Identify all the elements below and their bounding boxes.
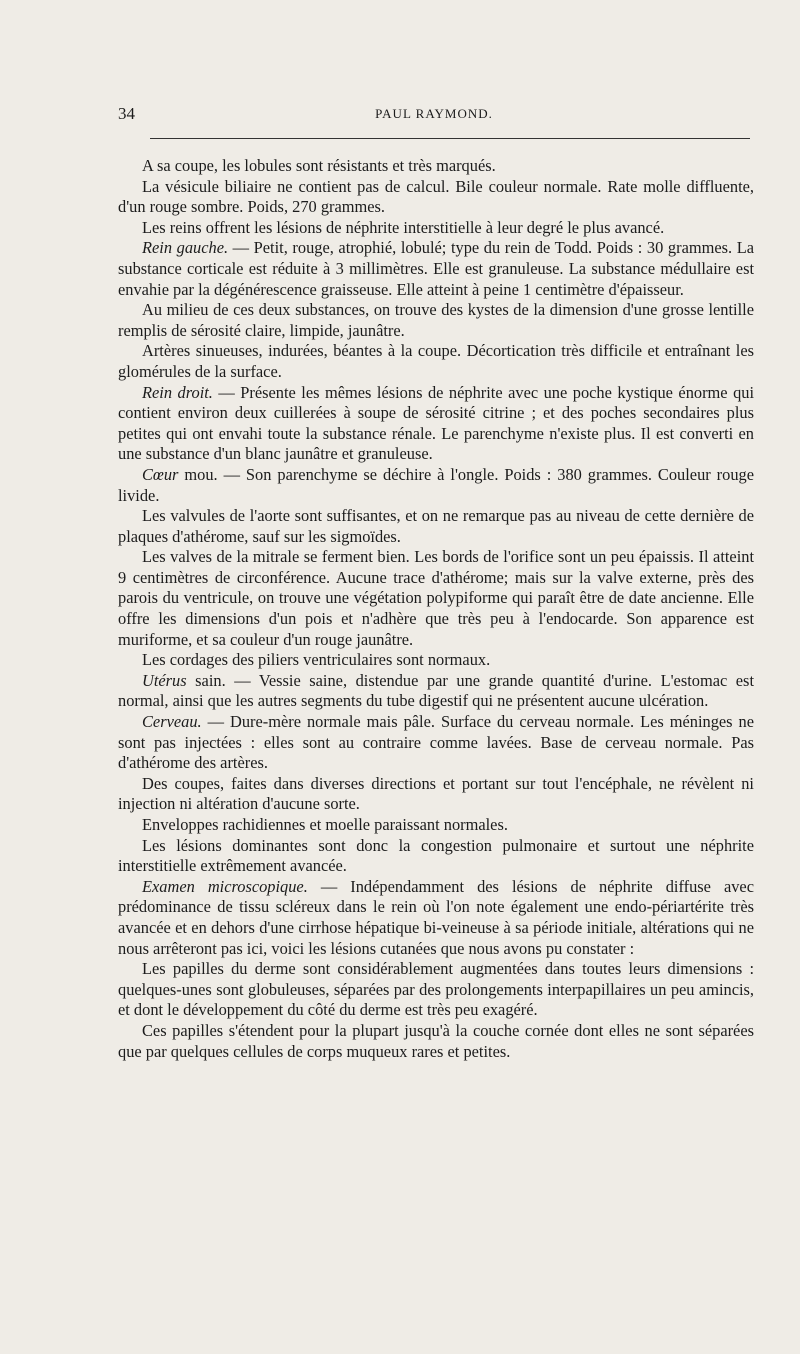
paragraph-text: Les papilles du derme sont considérablement augmentées dans toutes leurs dimensions : quelques-unes sont globuleuses, séparées par des prolongements interpapillaires un peu amincis, et dont le développement du côté du derme est très peu exagéré.	[118, 959, 754, 1020]
paragraph-lead: Utérus	[142, 670, 187, 690]
paragraph-text: Les reins offrent les lésions de néphrite interstitielle à leur degré le plus avancé.	[142, 217, 665, 237]
paragraph-text: — Indépendamment des lésions de néphrite diffuse avec prédominance de tissu scléreux dans le rein où l'on note également une endo-périartérite très avancée et en dehors d'une cirrhose hépatique bi-veineuse à sa période initiale, altérations qui ne nous arrêteront pas ici, voici les lésions cutanées que nous avons pu constater :	[118, 876, 754, 958]
paragraph-text: Les valvules de l'aorte sont suffisantes, et on ne remarque pas au niveau de cette dernière de plaques d'athérome, sauf sur les sigmoïdes.	[118, 506, 754, 546]
paragraph	[118, 1021, 754, 1062]
paragraph-lead: Cœur	[142, 464, 179, 484]
paragraph-text: Les valves de la mitrale se ferment bien. Les bords de l'orifice sont un peu épaissis. Il atteint 9 centimètres de circonférence. Aucune trace d'athérome; mais sur la valve externe, près des parois du ventricule, on trouve une végétation polypiforme qui paraît être de date ancienne. Elle offre les dimensions d'un pois et n'adhère que très peu à l'endocarde. Son apparence est muriforme, et sa couleur d'un rouge jaunâtre.	[118, 547, 754, 649]
paragraph-text: Ces papilles s'étendent pour la plupart jusqu'à la couche cornée dont elles ne sont séparées que par quelques cellules de corps muqueux rares et petites.	[118, 1020, 754, 1061]
paragraph-text: Les cordages des piliers ventriculaires sont normaux.	[142, 650, 491, 670]
paragraph	[118, 836, 754, 877]
paragraph-lead: Cerveau.	[142, 712, 202, 732]
body-text	[118, 156, 754, 1062]
paragraph-text: A sa coupe, les lobules sont résistants et très marqués.	[142, 156, 496, 175]
paragraph	[118, 774, 754, 815]
paragraph-lead: Rein gauche.	[142, 238, 229, 258]
paragraph	[118, 815, 754, 836]
header-rule	[150, 138, 750, 139]
paragraph-text: Des coupes, faites dans diverses directions et portant sur tout l'encéphale, ne révèlent ni injection ni altération d'aucune sorte.	[118, 773, 754, 814]
page-header	[118, 104, 750, 128]
paragraph-text: mou. — Son parenchyme se déchire à l'ongle. Poids : 380 grammes. Couleur rouge livide.	[118, 464, 754, 505]
paragraph	[118, 650, 754, 671]
paragraph	[118, 341, 754, 382]
paragraph-text: sain. — Vessie saine, distendue par une grande quantité d'urine. L'estomac est normal, ainsi que les autres segments du tube digestif qui ne présentent aucune ulcération.	[118, 670, 754, 711]
paragraph-text: Les lésions dominantes sont donc la congestion pulmonaire et surtout une néphrite interstitielle extrêmement avancée.	[118, 835, 754, 876]
paragraph	[118, 712, 754, 774]
paragraph-lead: Examen microscopique.	[142, 876, 308, 896]
paragraph	[118, 506, 754, 547]
paragraph-text: — Petit, rouge, atrophié, lobulé; type du rein de Todd. Poids : 30 grammes. La substance corticale est réduite à 3 millimètres. Elle est granuleuse. La substance médullaire est envahie par la dégénérescence graisseuse. Elle atteint à peine 1 centimètre d'épaisseur.	[118, 238, 754, 299]
paragraph	[118, 238, 754, 300]
paragraph	[118, 300, 754, 341]
paragraph-text: La vésicule biliaire ne contient pas de calcul. Bile couleur normale. Rate molle diffluente, d'un rouge sombre. Poids, 270 grammes.	[118, 176, 754, 217]
paragraph-text: Enveloppes rachidiennes et moelle paraissant normales.	[142, 815, 508, 834]
paragraph-lead: Rein droit.	[142, 382, 213, 402]
paragraph	[118, 671, 754, 712]
paragraph	[118, 465, 754, 506]
paragraph	[118, 218, 754, 239]
running-title: PAUL RAYMOND.	[375, 106, 493, 121]
page-number: 34	[118, 104, 135, 123]
paragraph	[118, 547, 754, 650]
paragraph	[118, 383, 754, 465]
paragraph	[118, 177, 754, 218]
paragraph	[118, 877, 754, 959]
paragraph-text: — Dure-mère normale mais pâle. Surface du cerveau normale. Les méninges ne sont pas injectées : elles sont au contraire comme lavées. Base de cerveau normale. Pas d'athérome des artères.	[118, 712, 754, 773]
paragraph-text: Artères sinueuses, indurées, béantes à la coupe. Décortication très difficile et entraînant les glomérules de la surface.	[118, 341, 754, 381]
paragraph-text: — Présente les mêmes lésions de néphrite avec une poche kystique énorme qui contient environ deux cuillerées à soupe de sérosité citrine ; et des poches secondaires plus petites qui ont envahi toute la substance rénale. Le parenchyme n'existe plus. Il est converti en une substance d'un blanc jaunâtre et granuleuse.	[118, 382, 755, 464]
paragraph-text: Au milieu de ces deux substances, on trouve des kystes de la dimension d'une grosse lentille remplis de sérosité claire, limpide, jaunâtre.	[118, 300, 754, 340]
paragraph	[118, 959, 754, 1021]
paragraph	[118, 156, 754, 177]
